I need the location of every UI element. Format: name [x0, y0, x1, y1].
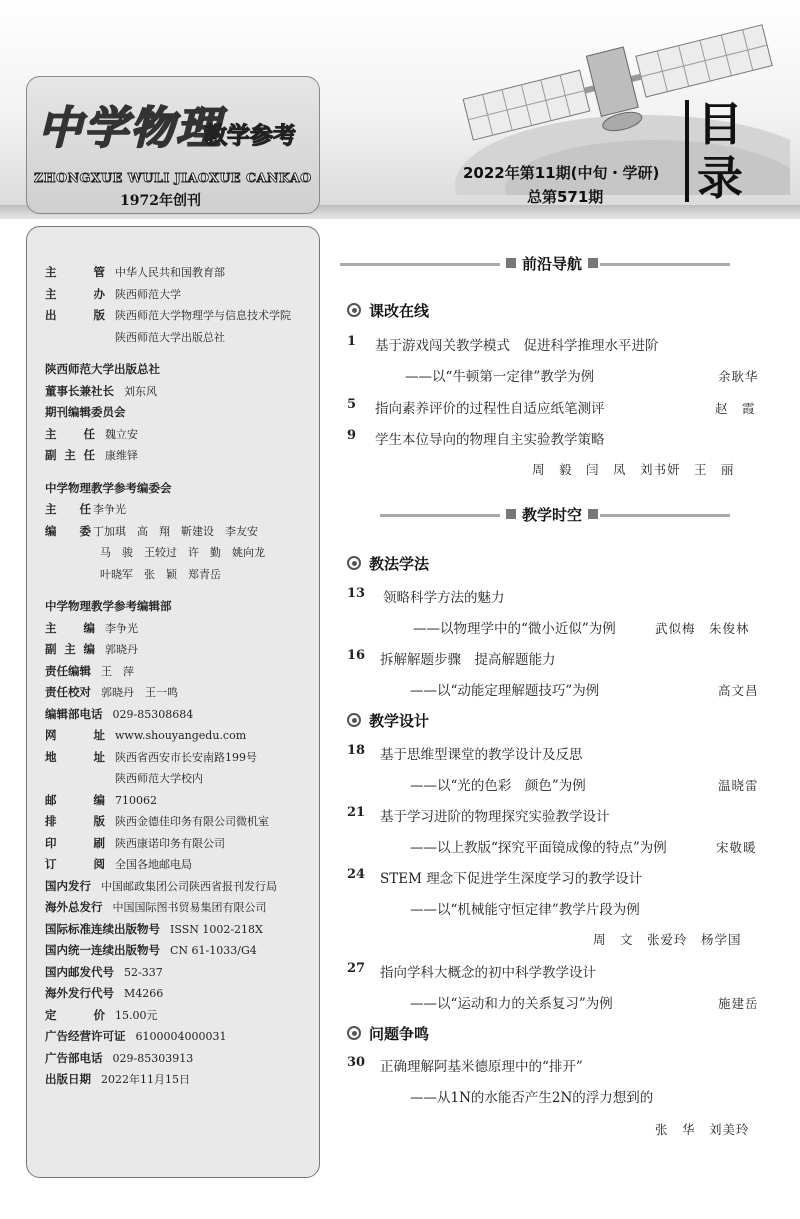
- masthead-row: 订 阅 全国各地邮电局: [45, 857, 192, 871]
- contents-title-bar: [685, 100, 689, 202]
- article-title: 拆解解题步骤 提高解题能力: [380, 652, 556, 668]
- article-page: 18: [347, 743, 366, 758]
- article-author: 余耿华: [718, 369, 759, 384]
- article-title: 基于游戏闯关教学模式 促进科学推理水平进阶: [375, 338, 659, 354]
- masthead-row: 主 编 李争光: [45, 620, 138, 635]
- article-author: 张 华 刘美玲: [655, 1122, 750, 1137]
- article-title: STEM 理念下促进学生深度学习的教学设计: [380, 871, 643, 887]
- article-page: 13: [347, 586, 366, 601]
- article-title: 基于思维型课堂的教学设计及反思: [380, 747, 583, 763]
- masthead-row: 地 址 陕西省西安市长安南路199号: [45, 749, 257, 764]
- article-author: 武似梅 朱俊林: [655, 621, 750, 636]
- article-page: 9: [347, 428, 357, 443]
- article-subtitle: ——以“牛顿第一定律”教学为例: [405, 369, 595, 385]
- masthead-row: 国内统一连续出版物号 CN 61-1033/G4: [45, 943, 257, 957]
- periodical-committee: 期刊编辑委员会: [45, 405, 126, 419]
- masthead-row: 主 任 魏立安: [45, 426, 138, 441]
- article-page: 24: [347, 867, 366, 882]
- masthead-row: 责任编辑 王 萍: [45, 663, 134, 678]
- article-title: 基于学习进阶的物理探究实验教学设计: [380, 809, 610, 825]
- masthead-row: 国际标准连续出版物号 ISSN 1002-218X: [45, 921, 263, 936]
- masthead-row: 广告经营许可证 6100004000031: [45, 1029, 227, 1043]
- section-rule: [600, 263, 730, 266]
- masthead-row: 广告部电话 029-85303913: [45, 1050, 194, 1065]
- masthead-row: 叶晓军 张 颖 郑青岳: [100, 567, 221, 581]
- masthead-row: 网 址 www.shouyangedu.com: [45, 728, 247, 742]
- category-header: 问题争鸣: [347, 1023, 429, 1044]
- article-author: 宋敬暖: [716, 840, 757, 855]
- issue-number: 2022年第11期(中旬・学研): [463, 164, 660, 182]
- category-header: 教法学法: [347, 553, 429, 574]
- masthead-row: 马 骏 王较过 许 勤 姚向龙: [100, 546, 265, 559]
- journal-logo: 中学物理: [38, 103, 222, 154]
- section-rule: [340, 263, 500, 266]
- article-title: 指向学科大概念的初中科学教学设计: [380, 965, 596, 981]
- masthead-row: 海外总发行 中国国际图书贸易集团有限公司: [45, 900, 267, 914]
- article-author: 高文昌: [718, 683, 759, 698]
- circle-bullet-icon: [347, 1026, 361, 1040]
- circle-bullet-icon: [347, 556, 361, 570]
- contents-title: 目录: [697, 97, 743, 205]
- masthead-row: 定 价 15.00元: [45, 1007, 158, 1022]
- article-author: 施建岳: [718, 996, 759, 1011]
- section-header: 前沿导航: [500, 253, 604, 274]
- masthead-row: 出 版 陕西师范大学物理学与信息技术学院: [45, 308, 291, 322]
- masthead-row: 陕西师范大学出版总社: [115, 330, 225, 344]
- masthead-row: 印 刷 陕西康诺印务有限公司: [45, 835, 225, 850]
- masthead-row: 主 办 陕西师范大学: [45, 286, 181, 301]
- masthead-row: 出版日期 2022年11月15日: [45, 1072, 190, 1086]
- article-subtitle: ——以物理学中的“微小近似”为例: [413, 621, 616, 637]
- article-subtitle: ——从1N的水能否产生2N的浮力想到的: [410, 1090, 654, 1106]
- masthead-row: 编辑部电话 029-85308684: [45, 706, 194, 721]
- section-header: 教学时空: [500, 504, 604, 525]
- masthead-row: 邮 编 710062: [45, 792, 157, 807]
- masthead-row: 排 版 陕西金德佳印务有限公司微机室: [45, 814, 269, 828]
- article-page: 1: [347, 334, 357, 349]
- masthead-row: 责任校对 郭晓丹 王一鸣: [45, 685, 178, 699]
- total-issue: 总第571期: [527, 188, 604, 206]
- article-title: 领略科学方法的魅力: [383, 590, 505, 606]
- article-page: 27: [347, 961, 366, 976]
- masthead-row: 主 管 中华人民共和国教育部: [45, 265, 225, 279]
- category-header: 教学设计: [347, 710, 429, 731]
- article-title: 指向素养评价的过程性自适应纸笔测评: [375, 401, 605, 417]
- section-rule: [600, 514, 730, 517]
- article-author: 温晓雷: [718, 778, 759, 793]
- founded-year: 1972年创刊: [120, 193, 201, 209]
- masthead-row: 国内发行 中国邮政集团公司陕西省报刊发行局: [45, 878, 277, 893]
- article-subtitle: ——以“运动和力的关系复习”为例: [410, 996, 613, 1012]
- article-subtitle: ——以“机械能守恒定律”教学片段为例: [410, 902, 640, 918]
- article-author: 周 文 张爱玲 杨学国: [593, 932, 742, 947]
- article-subtitle: ——以“光的色彩 颜色”为例: [410, 778, 586, 794]
- article-author: 赵 霞: [715, 401, 756, 416]
- journal-logo-subtitle: 教学参考: [204, 123, 296, 149]
- category-header: 课改在线: [347, 300, 429, 321]
- masthead-row: 海外发行代号 M4266: [45, 986, 164, 1000]
- article-page: 16: [347, 648, 366, 663]
- article-page: 30: [347, 1055, 366, 1070]
- press-title: 陕西师范大学出版总社: [45, 362, 160, 376]
- editorial-dept-title: 中学物理教学参考编辑部: [45, 599, 172, 613]
- article-title: 学生本位导向的物理自主实验教学策略: [375, 432, 605, 448]
- editorial-board-title: 中学物理教学参考编委会: [45, 480, 172, 495]
- masthead-info: [45, 262, 315, 1091]
- masthead-row: 主 任 李争光: [45, 502, 126, 516]
- masthead-row: 副 主 任 康维铎: [45, 448, 138, 462]
- masthead-row: 陕西师范大学校内: [115, 772, 203, 785]
- masthead-row: 董事长兼社长 刘东风: [45, 383, 157, 398]
- masthead-row: 副 主 编 郭晓丹: [45, 642, 138, 656]
- article-page: 5: [347, 397, 357, 412]
- article-title: 正确理解阿基米德原理中的“排开”: [380, 1059, 583, 1075]
- section-rule: [380, 514, 500, 517]
- article-author: 周 毅 闫 凤 刘书妍 王 丽: [532, 462, 735, 477]
- circle-bullet-icon: [347, 713, 361, 727]
- article-page: 21: [347, 805, 366, 820]
- circle-bullet-icon: [347, 303, 361, 317]
- article-subtitle: ——以上教版“探究平面镜成像的特点”为例: [410, 840, 667, 856]
- journal-pinyin: ZHONGXUE WULI JIAOXUE CANKAO: [34, 170, 312, 185]
- masthead-row: 编 委 丁加琪 高 翔 靳建设 李友安: [45, 523, 258, 538]
- article-subtitle: ——以“动能定理解题技巧”为例: [410, 683, 600, 699]
- masthead-row: 国内邮发代号 52-337: [45, 964, 163, 979]
